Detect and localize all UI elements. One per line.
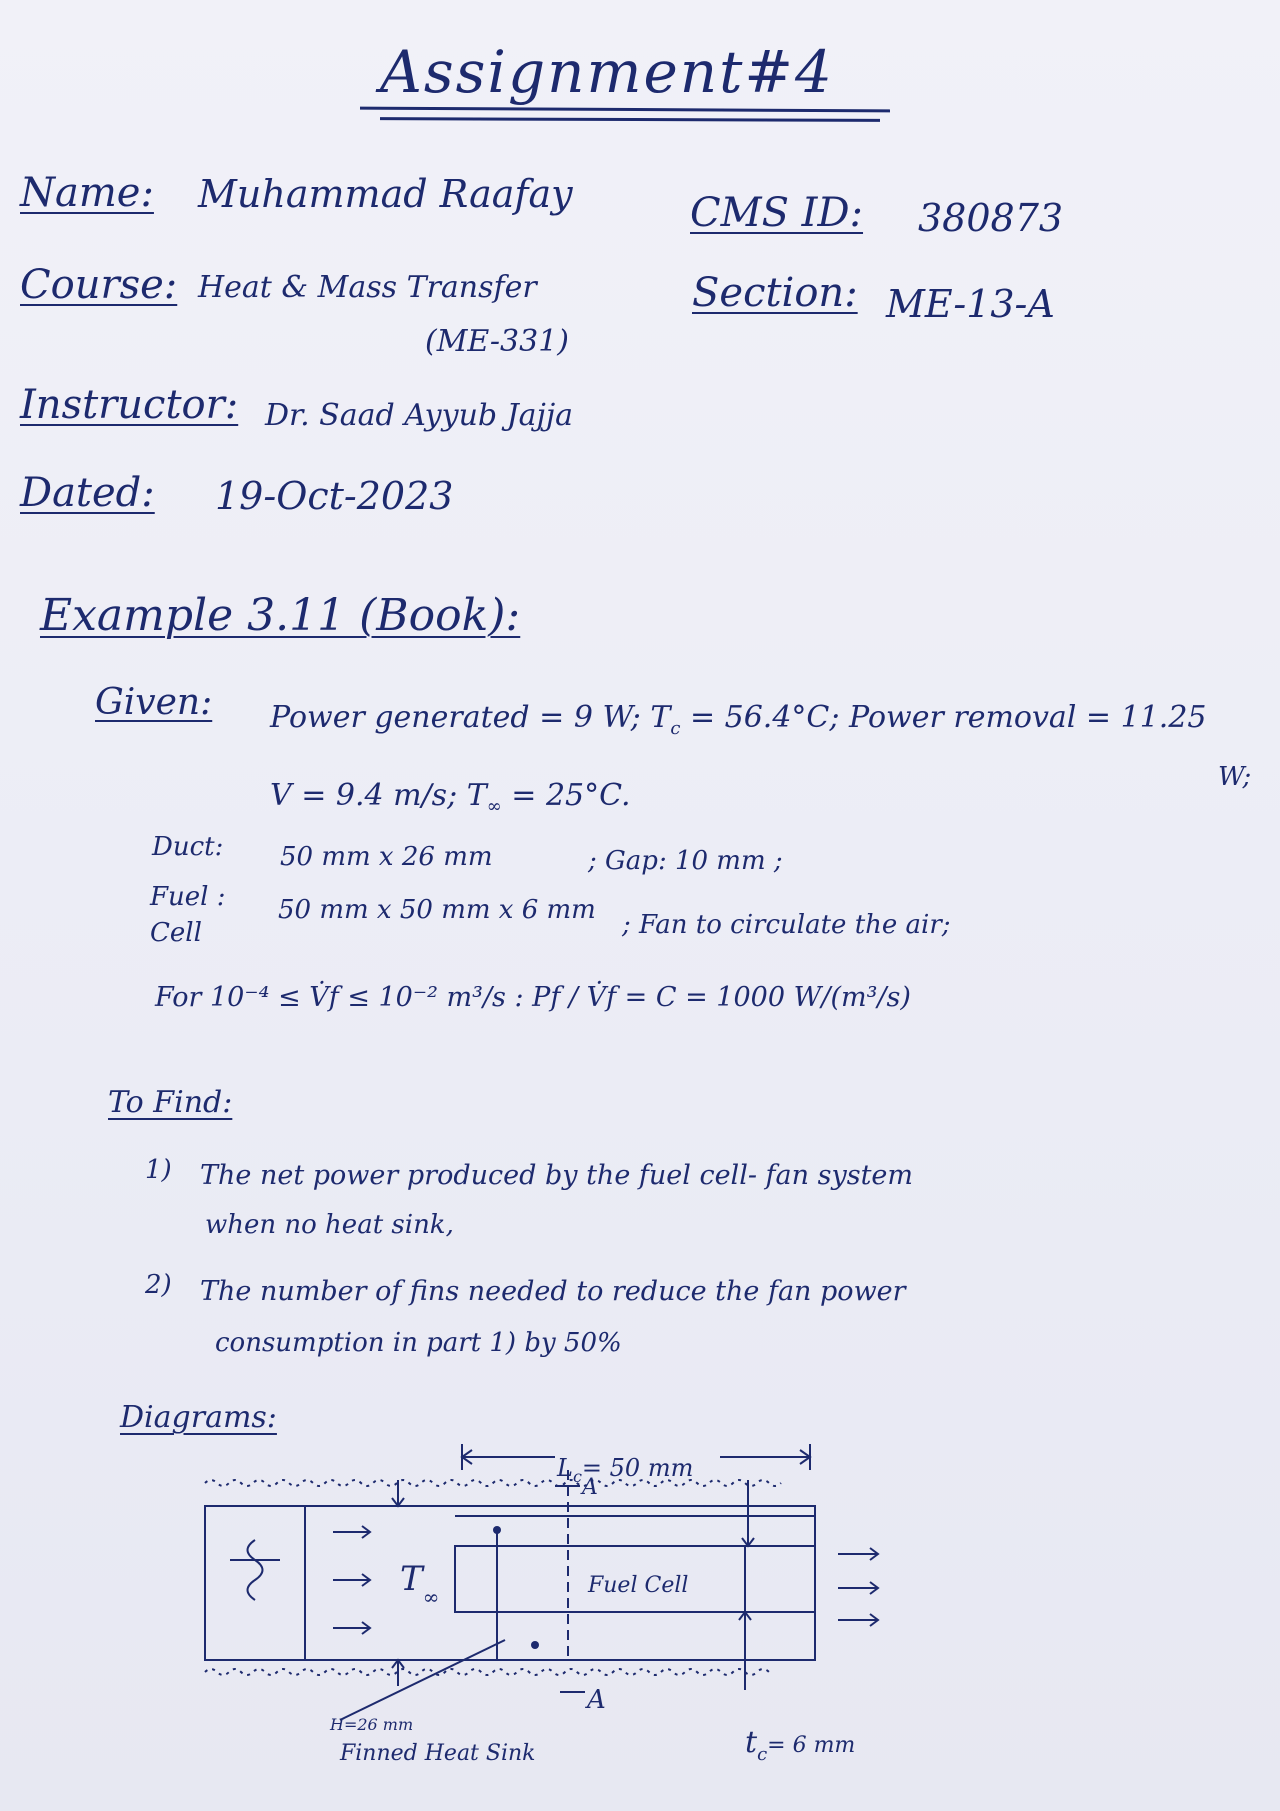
find-item2-line1: The number of fins needed to reduce the fan power (200, 1276, 906, 1307)
name-label: Name: (20, 170, 154, 216)
dated-label: Dated: (20, 470, 155, 516)
tc-label: $t_c^{= 6 mm}$ (745, 1725, 856, 1765)
duct-value: 50 mm x 26 mm (280, 842, 493, 872)
fan-symbol (230, 1540, 280, 1600)
h-leader (340, 1640, 505, 1720)
flow-arrow (333, 1526, 370, 1538)
fuel-label-2: Cell (150, 918, 202, 948)
given-line1: Power generated = 9 W; $T_c = 56.4^\circ C$; Power removal = 11.25 (270, 700, 1207, 739)
gap-arrow (392, 1480, 404, 1506)
given-line1-unit: W; (1218, 762, 1252, 792)
name-value: Muhammad Raafay (198, 172, 573, 216)
given-line2: V = 9.4 m/s; $T_\infty = 25^\circ C$. (270, 778, 631, 817)
example-heading: Example 3.11 (Book): (40, 590, 521, 641)
cms-label: CMS ID: (690, 190, 864, 236)
cms-value: 380873 (918, 196, 1064, 240)
a-label-bottom: A (587, 1685, 606, 1715)
flow-arrow (333, 1622, 370, 1634)
gap-text: ; Gap: 10 mm ; (588, 846, 783, 876)
find-item2-line2: consumption in part 1) by 50% (215, 1328, 622, 1358)
course-label: Course: (20, 262, 178, 308)
point-marker (531, 1641, 539, 1649)
instructor-value: Dr. Saad Ayyub Jajja (265, 398, 574, 433)
to-find-label: To Find: (108, 1085, 233, 1120)
bottom-wall-hatching (205, 1669, 769, 1675)
flow-arrow (838, 1582, 878, 1594)
diagrams-label: Diagrams: (120, 1400, 277, 1435)
h-label: H=26 mm (330, 1715, 414, 1734)
t-inf-label: $T_\infty$ (400, 1559, 440, 1609)
tc-arrow (742, 1480, 754, 1546)
flow-arrow (838, 1614, 878, 1626)
a-label-top: A (582, 1475, 598, 1500)
find-item1-line1: The net power produced by the fuel cell- fan system (200, 1160, 913, 1191)
fuel-value: 50 mm x 50 mm x 6 mm (278, 895, 596, 925)
duct-label: Duct: (152, 832, 224, 862)
instructor-label: Instructor: (20, 382, 239, 428)
fuel-label: Fuel : (150, 882, 226, 912)
course-value: Heat & Mass Transfer (198, 270, 537, 305)
find-item2-num: 2) (145, 1270, 172, 1300)
page-title: Assignment#4 (380, 38, 834, 106)
for-line: For 10⁻⁴ ≤ V̇f ≤ 10⁻² m³/s : Pf / V̇f = C = 1000 W/(m³/s) (155, 982, 911, 1013)
find-item1-num: 1) (145, 1155, 172, 1185)
duct-outline (205, 1506, 815, 1660)
finned-heat-sink-label: Finned Heat Sink (340, 1741, 536, 1766)
dated-value: 19-Oct-2023 (215, 474, 454, 518)
course-code: (ME-331) (425, 324, 569, 359)
tc-arrow (739, 1612, 751, 1690)
lc-label: $L_c= 50$ mm (557, 1454, 694, 1486)
section-label: Section: (692, 270, 858, 316)
flow-arrow (333, 1574, 370, 1586)
given-label: Given: (95, 682, 213, 723)
top-wall-hatching (205, 1480, 781, 1486)
fuel-cell-label: Fuel Cell (588, 1573, 689, 1598)
find-item1-line2: when no heat sink, (205, 1210, 454, 1240)
gap-arrow (392, 1660, 404, 1686)
section-value: ME-13-A (886, 282, 1055, 326)
flow-arrow (838, 1548, 878, 1560)
point-marker (493, 1526, 501, 1534)
fan-text: ; Fan to circulate the air; (622, 910, 951, 940)
